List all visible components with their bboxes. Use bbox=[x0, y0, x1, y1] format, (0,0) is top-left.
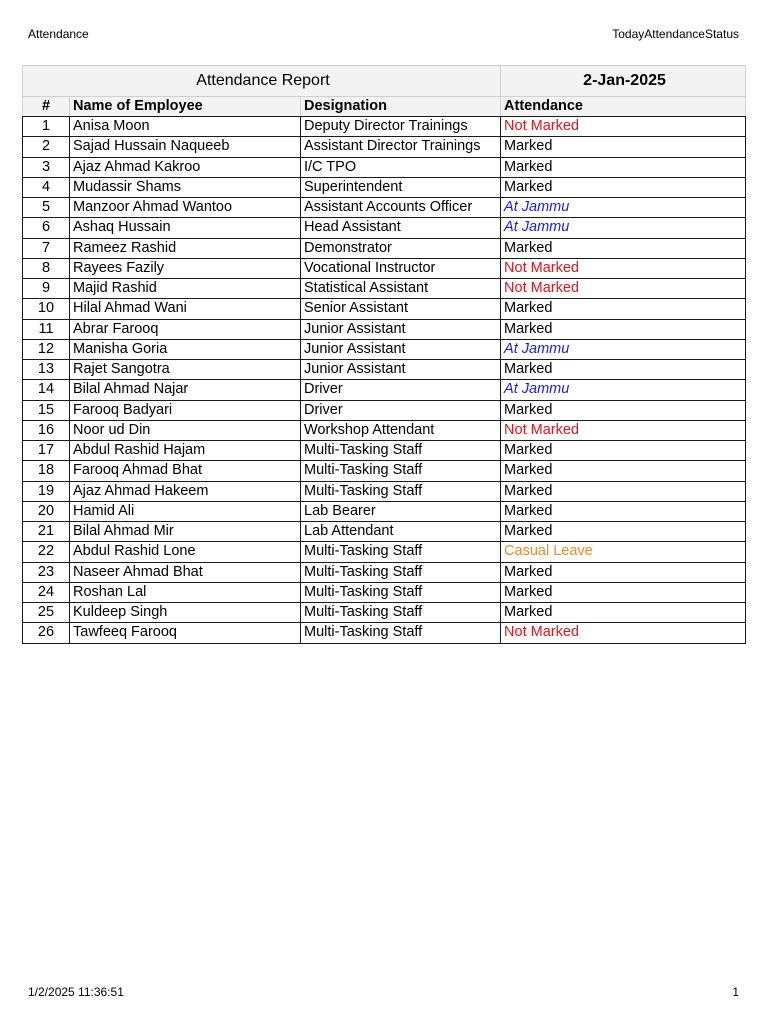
attendance-status: Not Marked bbox=[501, 623, 746, 643]
table-row bbox=[23, 623, 746, 643]
employee-designation: Multi-Tasking Staff bbox=[301, 582, 501, 602]
employee-designation: Assistant Director Trainings bbox=[301, 137, 501, 157]
column-header-row bbox=[23, 97, 746, 117]
page-header bbox=[28, 27, 739, 41]
row-number: 21 bbox=[23, 522, 70, 542]
attendance-status: Marked bbox=[501, 603, 746, 623]
employee-designation: Assistant Accounts Officer bbox=[301, 198, 501, 218]
employee-designation: Multi-Tasking Staff bbox=[301, 461, 501, 481]
row-number: 26 bbox=[23, 623, 70, 643]
employee-name: Rayees Fazily bbox=[70, 258, 301, 278]
table-row bbox=[23, 542, 746, 562]
employee-designation: Head Assistant bbox=[301, 218, 501, 238]
employee-designation: Vocational Instructor bbox=[301, 258, 501, 278]
employee-designation: Driver bbox=[301, 380, 501, 400]
table-row bbox=[23, 319, 746, 339]
employee-designation: Workshop Attendant bbox=[301, 420, 501, 440]
table-row bbox=[23, 522, 746, 542]
employee-designation: Junior Assistant bbox=[301, 360, 501, 380]
employee-designation: Senior Assistant bbox=[301, 299, 501, 319]
table-row bbox=[23, 360, 746, 380]
row-number: 10 bbox=[23, 299, 70, 319]
employee-name: Ashaq Hussain bbox=[70, 218, 301, 238]
employee-designation: Deputy Director Trainings bbox=[301, 117, 501, 137]
print-timestamp: 1/2/2025 11:36:51 bbox=[28, 985, 124, 999]
row-number: 6 bbox=[23, 218, 70, 238]
row-number: 17 bbox=[23, 441, 70, 461]
table-row bbox=[23, 117, 746, 137]
table-row bbox=[23, 582, 746, 602]
attendance-status: Marked bbox=[501, 582, 746, 602]
employee-name: Mudassir Shams bbox=[70, 177, 301, 197]
table-row bbox=[23, 441, 746, 461]
row-number: 24 bbox=[23, 582, 70, 602]
table-row bbox=[23, 258, 746, 278]
employee-name: Kuldeep Singh bbox=[70, 603, 301, 623]
table-row bbox=[23, 218, 746, 238]
table-row bbox=[23, 603, 746, 623]
employee-name: Rajet Sangotra bbox=[70, 360, 301, 380]
employee-name: Abrar Farooq bbox=[70, 319, 301, 339]
row-number: 1 bbox=[23, 117, 70, 137]
column-header-number: # bbox=[23, 97, 70, 117]
column-header-designation: Designation bbox=[301, 97, 501, 117]
attendance-status: Not Marked bbox=[501, 420, 746, 440]
table-row bbox=[23, 481, 746, 501]
attendance-status: Marked bbox=[501, 137, 746, 157]
row-number: 2 bbox=[23, 137, 70, 157]
attendance-status: Not Marked bbox=[501, 117, 746, 137]
employee-name: Ajaz Ahmad Kakroo bbox=[70, 157, 301, 177]
table-row bbox=[23, 198, 746, 218]
row-number: 9 bbox=[23, 279, 70, 299]
employee-name: Farooq Ahmad Bhat bbox=[70, 461, 301, 481]
row-number: 20 bbox=[23, 501, 70, 521]
attendance-status: Marked bbox=[501, 481, 746, 501]
attendance-status: Marked bbox=[501, 299, 746, 319]
table-row bbox=[23, 380, 746, 400]
attendance-status: Marked bbox=[501, 238, 746, 258]
row-number: 3 bbox=[23, 157, 70, 177]
attendance-status: Marked bbox=[501, 441, 746, 461]
table-row bbox=[23, 157, 746, 177]
row-number: 7 bbox=[23, 238, 70, 258]
attendance-status: At Jammu bbox=[501, 380, 746, 400]
row-number: 12 bbox=[23, 339, 70, 359]
employee-name: Roshan Lal bbox=[70, 582, 301, 602]
employee-name: Manisha Goria bbox=[70, 339, 301, 359]
attendance-status: At Jammu bbox=[501, 339, 746, 359]
attendance-status: Marked bbox=[501, 177, 746, 197]
employee-name: Anisa Moon bbox=[70, 117, 301, 137]
employee-name: Farooq Badyari bbox=[70, 400, 301, 420]
attendance-status: Casual Leave bbox=[501, 542, 746, 562]
attendance-status: Marked bbox=[501, 522, 746, 542]
page-footer bbox=[28, 985, 739, 999]
employee-designation: Multi-Tasking Staff bbox=[301, 562, 501, 582]
employee-name: Majid Rashid bbox=[70, 279, 301, 299]
attendance-status: Marked bbox=[501, 461, 746, 481]
employee-designation: Driver bbox=[301, 400, 501, 420]
table-row bbox=[23, 400, 746, 420]
row-number: 19 bbox=[23, 481, 70, 501]
attendance-status: Marked bbox=[501, 157, 746, 177]
table-row bbox=[23, 420, 746, 440]
report-title-row bbox=[23, 66, 746, 97]
row-number: 8 bbox=[23, 258, 70, 278]
attendance-status: Marked bbox=[501, 501, 746, 521]
employee-designation: Multi-Tasking Staff bbox=[301, 481, 501, 501]
employee-name: Noor ud Din bbox=[70, 420, 301, 440]
table-row bbox=[23, 501, 746, 521]
employee-designation: Superintendent bbox=[301, 177, 501, 197]
employee-name: Bilal Ahmad Mir bbox=[70, 522, 301, 542]
employee-name: Hilal Ahmad Wani bbox=[70, 299, 301, 319]
attendance-report-table bbox=[22, 65, 746, 644]
attendance-status: Marked bbox=[501, 562, 746, 582]
report-date: 2-Jan-2025 bbox=[501, 66, 746, 97]
table-row bbox=[23, 137, 746, 157]
employee-name: Naseer Ahmad Bhat bbox=[70, 562, 301, 582]
employee-designation: I/C TPO bbox=[301, 157, 501, 177]
table-row bbox=[23, 461, 746, 481]
employee-designation: Statistical Assistant bbox=[301, 279, 501, 299]
table-row bbox=[23, 299, 746, 319]
page-number: 1 bbox=[732, 985, 739, 999]
table-row bbox=[23, 238, 746, 258]
attendance-status: Not Marked bbox=[501, 279, 746, 299]
employee-name: Tawfeeq Farooq bbox=[70, 623, 301, 643]
column-header-name: Name of Employee bbox=[70, 97, 301, 117]
table-row bbox=[23, 177, 746, 197]
row-number: 25 bbox=[23, 603, 70, 623]
employee-designation: Multi-Tasking Staff bbox=[301, 542, 501, 562]
row-number: 16 bbox=[23, 420, 70, 440]
employee-designation: Lab Bearer bbox=[301, 501, 501, 521]
attendance-status: At Jammu bbox=[501, 198, 746, 218]
table-row bbox=[23, 339, 746, 359]
employee-designation: Junior Assistant bbox=[301, 319, 501, 339]
attendance-status: Not Marked bbox=[501, 258, 746, 278]
attendance-status: At Jammu bbox=[501, 218, 746, 238]
row-number: 13 bbox=[23, 360, 70, 380]
employee-name: Abdul Rashid Lone bbox=[70, 542, 301, 562]
row-number: 22 bbox=[23, 542, 70, 562]
employee-designation: Demonstrator bbox=[301, 238, 501, 258]
employee-designation: Multi-Tasking Staff bbox=[301, 623, 501, 643]
employee-name: Bilal Ahmad Najar bbox=[70, 380, 301, 400]
report-title: Attendance Report bbox=[23, 66, 501, 97]
employee-name: Ajaz Ahmad Hakeem bbox=[70, 481, 301, 501]
attendance-status: Marked bbox=[501, 360, 746, 380]
sheet-tab-name: TodayAttendanceStatus bbox=[612, 27, 739, 41]
row-number: 15 bbox=[23, 400, 70, 420]
row-number: 11 bbox=[23, 319, 70, 339]
sheet-title: Attendance bbox=[28, 27, 89, 41]
employee-name: Manzoor Ahmad Wantoo bbox=[70, 198, 301, 218]
employee-name: Abdul Rashid Hajam bbox=[70, 441, 301, 461]
employee-designation: Multi-Tasking Staff bbox=[301, 441, 501, 461]
table-row bbox=[23, 279, 746, 299]
employee-designation: Lab Attendant bbox=[301, 522, 501, 542]
employee-name: Rameez Rashid bbox=[70, 238, 301, 258]
column-header-attendance: Attendance bbox=[501, 97, 746, 117]
employee-name: Hamid Ali bbox=[70, 501, 301, 521]
row-number: 14 bbox=[23, 380, 70, 400]
employee-designation: Multi-Tasking Staff bbox=[301, 603, 501, 623]
table-row bbox=[23, 562, 746, 582]
row-number: 18 bbox=[23, 461, 70, 481]
attendance-status: Marked bbox=[501, 319, 746, 339]
row-number: 4 bbox=[23, 177, 70, 197]
employee-designation: Junior Assistant bbox=[301, 339, 501, 359]
attendance-status: Marked bbox=[501, 400, 746, 420]
row-number: 23 bbox=[23, 562, 70, 582]
employee-name: Sajad Hussain Naqueeb bbox=[70, 137, 301, 157]
row-number: 5 bbox=[23, 198, 70, 218]
